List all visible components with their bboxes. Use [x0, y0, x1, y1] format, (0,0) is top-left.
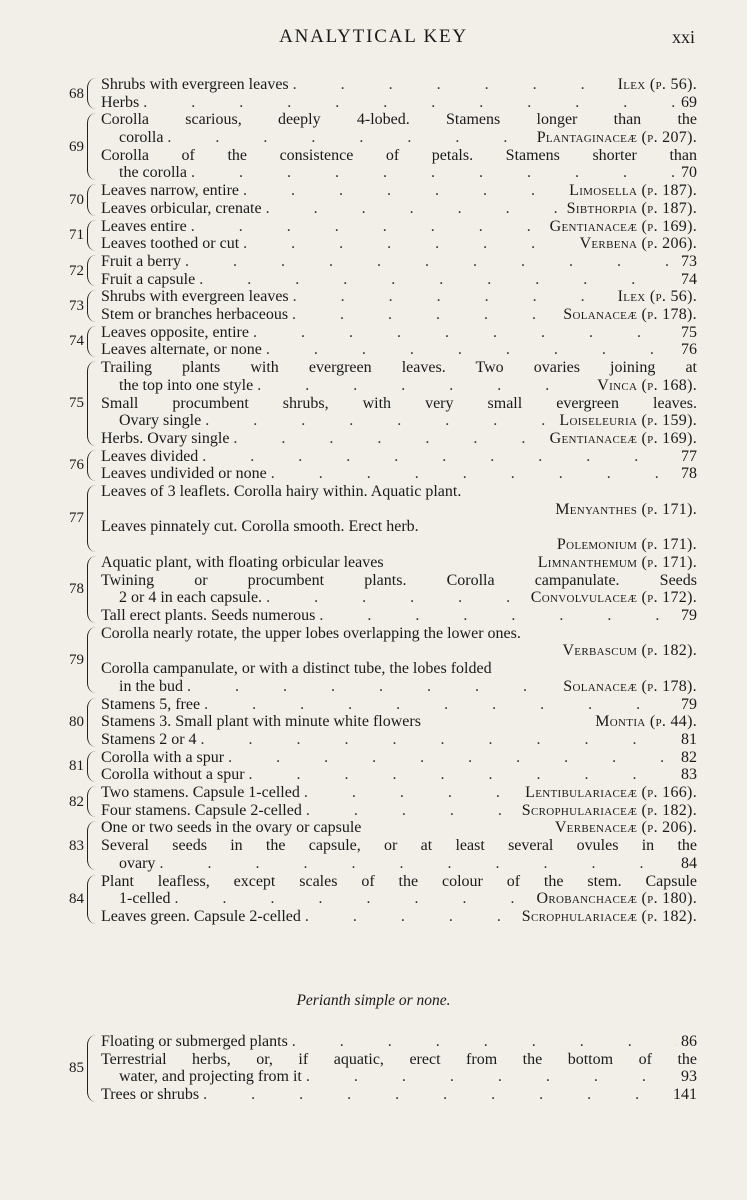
key-line [101, 1086, 697, 1104]
couplet-number: 80 [69, 714, 84, 731]
key-line-text: Leaves pinnately cut. Corolla smooth. Erect herb. [101, 518, 419, 536]
key-line-text: the top into one style [119, 376, 254, 394]
key-line [101, 324, 697, 342]
key-line [101, 908, 697, 926]
dot-leader [249, 766, 677, 784]
key-line-text: Corolla nearly rotate, the upper lobes overlapping the lower ones. [101, 624, 521, 642]
dot-leader [159, 855, 677, 873]
key-reference: Solanaceæ (p. 178). [563, 677, 697, 695]
dot-leader [306, 1068, 677, 1086]
key-line-text: One or two seeds in the ovary or capsule [101, 819, 362, 837]
couplet-number: 74 [69, 333, 84, 350]
key-reference: Ilex (p. 56). [617, 288, 697, 306]
key-reference: Montia (p. 44). [595, 713, 697, 731]
key-line [101, 341, 697, 359]
key-line [101, 819, 697, 837]
key-reference: 83 [681, 766, 697, 784]
dot-leader [143, 94, 677, 112]
key-couplet [0, 873, 747, 926]
brace-bracket [87, 78, 97, 109]
key-line [101, 182, 697, 200]
key-line-text: Leaves narrow, entire [101, 182, 239, 200]
key-couplet [0, 182, 747, 217]
key-couplet [0, 288, 747, 323]
key-line-text: in the bud [119, 677, 183, 695]
key-couplet [0, 76, 747, 111]
key-line-text: Leaves toothed or cut [101, 235, 240, 253]
key-couplet [0, 625, 747, 696]
key-line-text: Tall erect plants. Seeds numerous [101, 606, 316, 624]
key-line-text: Stamens 3. Small plant with minute white flowers [101, 713, 421, 731]
dot-leader [257, 377, 593, 395]
couplet-number: 84 [69, 891, 84, 908]
dot-leader [185, 253, 677, 271]
brace-bracket [87, 113, 97, 180]
key-line-text: Corolla campanulate, or with a distinct tube, the lobes folded [101, 660, 492, 678]
dot-leader [266, 341, 677, 359]
key-couplet [0, 749, 747, 784]
key-couplet [0, 111, 747, 182]
brace-bracket [87, 751, 97, 782]
key-reference: Solanaceæ (p. 178). [563, 306, 697, 324]
key-line-text: Herbs. Ovary single [101, 429, 230, 447]
key-line [101, 855, 697, 873]
key-line [101, 696, 697, 714]
key-reference: 73 [681, 253, 697, 270]
key-line [101, 288, 697, 306]
key-reference: 81 [681, 730, 697, 748]
key-line-text: Stamens 2 or 4 [101, 730, 197, 748]
key-line [101, 890, 697, 908]
key-line [101, 377, 697, 395]
key-line [101, 731, 697, 749]
key-line-text: Trailing plants with evergreen leaves. Two ovaries joining at [101, 359, 697, 377]
brace-bracket [87, 698, 97, 747]
key-line-text: 1-celled [119, 890, 171, 908]
dot-leader [253, 324, 677, 342]
key-line-text: Plant leafless, except scales of the colour of the stem. Capsule [101, 872, 697, 890]
key-line-text: Leaves opposite, entire [101, 323, 249, 341]
key-line [101, 572, 697, 590]
key-line-text: Corolla without a spur [101, 766, 245, 784]
key-reference: 86 [681, 1033, 697, 1050]
key-couplet [0, 359, 747, 448]
key-line-text: Two stamens. Capsule 1-celled [101, 784, 300, 801]
dot-leader [187, 678, 559, 696]
key-line-text: Leaves green. Capsule 2-celled [101, 907, 301, 925]
key-reference: Verbascum (p. 182). [562, 642, 697, 660]
key-line [101, 625, 697, 643]
key-reference: 93 [681, 1068, 697, 1086]
key-line [101, 359, 697, 377]
key-line-text: Shrubs with evergreen leaves [101, 76, 289, 93]
key-line [101, 607, 697, 625]
key-couplet [0, 554, 747, 625]
key-line-text: Fruit a capsule [101, 270, 196, 288]
couplet-number: 82 [69, 793, 84, 810]
key-reference: Orobanchaceæ (p. 180). [536, 890, 697, 908]
key-reference: 78 [681, 465, 697, 483]
key-reference: Sibthorpia (p. 187). [566, 199, 697, 217]
key-line-text: Leaves orbicular, crenate [101, 199, 262, 217]
key-line-text: water, and projecting from it [119, 1068, 302, 1086]
couplet-number: 71 [69, 227, 84, 244]
key-line [101, 395, 697, 413]
brace-bracket [87, 450, 97, 481]
dot-leader [199, 271, 677, 289]
dot-leader [271, 465, 677, 483]
dot-leader [202, 448, 677, 466]
key-line [101, 713, 697, 731]
key-line [101, 802, 697, 820]
key-reference: 77 [681, 447, 697, 465]
key-line [101, 518, 697, 536]
dot-leader [293, 288, 614, 306]
key-line [101, 200, 697, 218]
dot-leader [304, 784, 521, 802]
brace-bracket [87, 821, 97, 870]
dot-leader [201, 731, 677, 749]
key-line [101, 784, 697, 802]
key-reference: Limosella (p. 187). [569, 182, 697, 200]
key-line-text: Stem or branches herbaceous [101, 306, 289, 324]
key-line-text: Shrubs with evergreen leaves [101, 288, 289, 306]
brace-bracket [87, 875, 97, 924]
key-reference: Menyanthes (p. 171). [555, 500, 697, 518]
key-reference: Convolvulaceæ (p. 172). [530, 589, 697, 607]
key-reference: Limnanthemum (p. 171). [537, 553, 697, 571]
key-reference: 79 [681, 695, 697, 713]
key-reference: 84 [681, 854, 697, 872]
key-couplet [0, 218, 747, 253]
brace-bracket [87, 1035, 97, 1102]
brace-bracket [87, 361, 97, 446]
dot-leader [233, 430, 545, 448]
dot-leader [191, 218, 546, 236]
key-line-text: Terrestrial herbs, or, if aquatic, erect from the bottom of the [101, 1050, 697, 1068]
couplet-number: 70 [69, 191, 84, 208]
key-line-text: Leaves divided [101, 447, 199, 465]
key-line-text: Floating or submerged plants [101, 1033, 288, 1050]
key-reference: Gentianaceæ (p. 169). [549, 429, 697, 447]
key-line [101, 218, 697, 236]
key-line-text: Stamens 5, free [101, 695, 201, 713]
key-line [101, 766, 697, 784]
brace-bracket [87, 255, 97, 286]
dot-leader [266, 589, 527, 607]
key-line-text: Herbs [101, 93, 140, 111]
key-line [101, 76, 697, 94]
dot-leader [191, 164, 677, 182]
key-reference: Verbena (p. 206). [579, 235, 697, 253]
key-line-text: Corolla scarious, deeply 4-lobed. Stamens longer than the [101, 111, 697, 129]
key-line [101, 94, 697, 112]
key-line-text: Ovary single [119, 412, 202, 430]
couplet-number: 75 [69, 395, 84, 412]
brace-bracket [87, 326, 97, 357]
key-reference: 82 [681, 748, 697, 766]
couplet-number: 78 [69, 581, 84, 598]
key-line [101, 147, 697, 165]
key-line [101, 235, 697, 253]
couplet-number: 77 [69, 510, 84, 527]
brace-bracket [87, 220, 97, 251]
key-line [101, 448, 697, 466]
key-line-text: Leaves alternate, or none [101, 341, 262, 359]
key-couplet [0, 819, 747, 872]
couplet-number: 73 [69, 298, 84, 315]
key-reference: Plantaginaceæ (p. 207). [536, 129, 697, 147]
couplet-number: 69 [69, 138, 84, 155]
key-reference: Scrophulariaceæ (p. 182). [521, 907, 697, 925]
brace-bracket [87, 786, 97, 817]
dot-leader [204, 696, 677, 714]
page-title: ANALYTICAL KEY [279, 26, 468, 47]
couplet-number: 76 [69, 457, 84, 474]
key-couplet [0, 253, 747, 288]
dot-leader [292, 1033, 677, 1051]
key-reference: 69 [681, 93, 697, 111]
section-subheading: Perianth simple or none. [296, 992, 451, 1009]
couplet-number: 79 [69, 652, 84, 669]
key-line-text: 2 or 4 in each capsule. [119, 589, 263, 607]
dot-leader [292, 306, 559, 324]
couplet-number: 85 [69, 1060, 84, 1077]
dot-leader [243, 182, 565, 200]
key-line [101, 483, 697, 501]
key-reference: 76 [681, 341, 697, 359]
key-reference: Loiseleuria (p. 159). [559, 412, 697, 430]
key-line-text: Trees or shrubs [101, 1086, 200, 1104]
key-couplet [0, 696, 747, 749]
key-line-text: Leaves undivided or none [101, 465, 267, 483]
key-reference: 74 [681, 270, 697, 288]
key-line-text: Several seeds in the capsule, or at least several ovules in the [101, 837, 697, 855]
key-line [101, 412, 697, 430]
key-line [101, 430, 697, 448]
key-line [101, 837, 697, 855]
brace-bracket [87, 627, 97, 694]
key-line [101, 164, 697, 182]
key-couplet [0, 784, 747, 819]
key-line [101, 678, 697, 696]
key-line [101, 306, 697, 324]
key-reference: Ilex (p. 56). [617, 76, 697, 93]
dot-leader [306, 802, 518, 820]
key-line-text: the corolla [119, 164, 187, 182]
key-line [101, 873, 697, 891]
key-line [101, 271, 697, 289]
key-line-text: Four stamens. Capsule 2-celled [101, 801, 302, 819]
brace-bracket [87, 556, 97, 623]
couplet-number: 81 [69, 758, 84, 775]
page-number: xxi [671, 27, 695, 47]
key-line [101, 253, 697, 271]
dot-leader [319, 607, 677, 625]
brace-bracket [87, 485, 97, 552]
key-line [101, 501, 697, 519]
brace-bracket [87, 290, 97, 321]
key-line [101, 111, 697, 129]
key-line-text: Aquatic plant, with floating orbicular leaves [101, 553, 384, 571]
dot-leader [266, 200, 563, 218]
couplet-number: 72 [69, 262, 84, 279]
key-line [101, 660, 697, 678]
key-couplet [0, 1033, 747, 1104]
key-line [101, 1051, 697, 1069]
key-line-text: Leaves of 3 leaflets. Corolla hairy within. Aquatic plant. [101, 483, 462, 501]
key-line-text: Twining or procumbent plants. Corolla campanulate. Seeds [101, 571, 697, 589]
key-reference: Polemonium (p. 171). [556, 536, 697, 554]
dot-leader [205, 412, 555, 430]
brace-bracket [87, 184, 97, 215]
page-header [0, 26, 747, 50]
key-couplet [0, 483, 747, 554]
key-reference: 75 [681, 323, 697, 341]
key-line-text: Leaves entire [101, 217, 187, 235]
key-line [101, 1033, 697, 1051]
key-line [101, 1068, 697, 1086]
key-line-text: Corolla of the consistence of petals. Stamens shorter than [101, 146, 697, 164]
dot-leader [243, 235, 575, 253]
key-line-text: Corolla with a spur [101, 748, 225, 766]
key-reference: 79 [681, 606, 697, 624]
key-line [101, 465, 697, 483]
dot-leader [167, 129, 532, 147]
key-couplet [0, 324, 747, 359]
dot-leader [305, 908, 518, 926]
key-line [101, 129, 697, 147]
dot-leader [228, 749, 677, 767]
couplet-number: 68 [69, 85, 84, 102]
key-reference: Vinca (p. 168). [597, 376, 697, 394]
key-reference: Scrophulariaceæ (p. 182). [521, 801, 697, 819]
key-reference: Gentianaceæ (p. 169). [549, 217, 697, 235]
key-line [101, 749, 697, 767]
key-line-text: corolla [119, 129, 164, 147]
key-line-text: ovary [119, 854, 156, 872]
key-line [101, 554, 697, 572]
key-couplet [0, 448, 747, 483]
key-line [101, 642, 697, 660]
key-line [101, 536, 697, 554]
key-line-text: Fruit a berry [101, 253, 181, 270]
key-reference: Verbenaceæ (p. 206). [554, 819, 697, 837]
key-reference: Lentibulariaceæ (p. 166). [525, 784, 697, 801]
key-reference: 141 [673, 1086, 697, 1104]
key-reference: 70 [681, 164, 697, 182]
dot-leader [293, 76, 614, 94]
key-line [101, 589, 697, 607]
couplet-number: 83 [69, 837, 84, 854]
key-line-text: Small procumbent shrubs, with very small evergreen leaves. [101, 394, 697, 412]
dot-leader [203, 1086, 669, 1104]
dot-leader [175, 890, 533, 908]
